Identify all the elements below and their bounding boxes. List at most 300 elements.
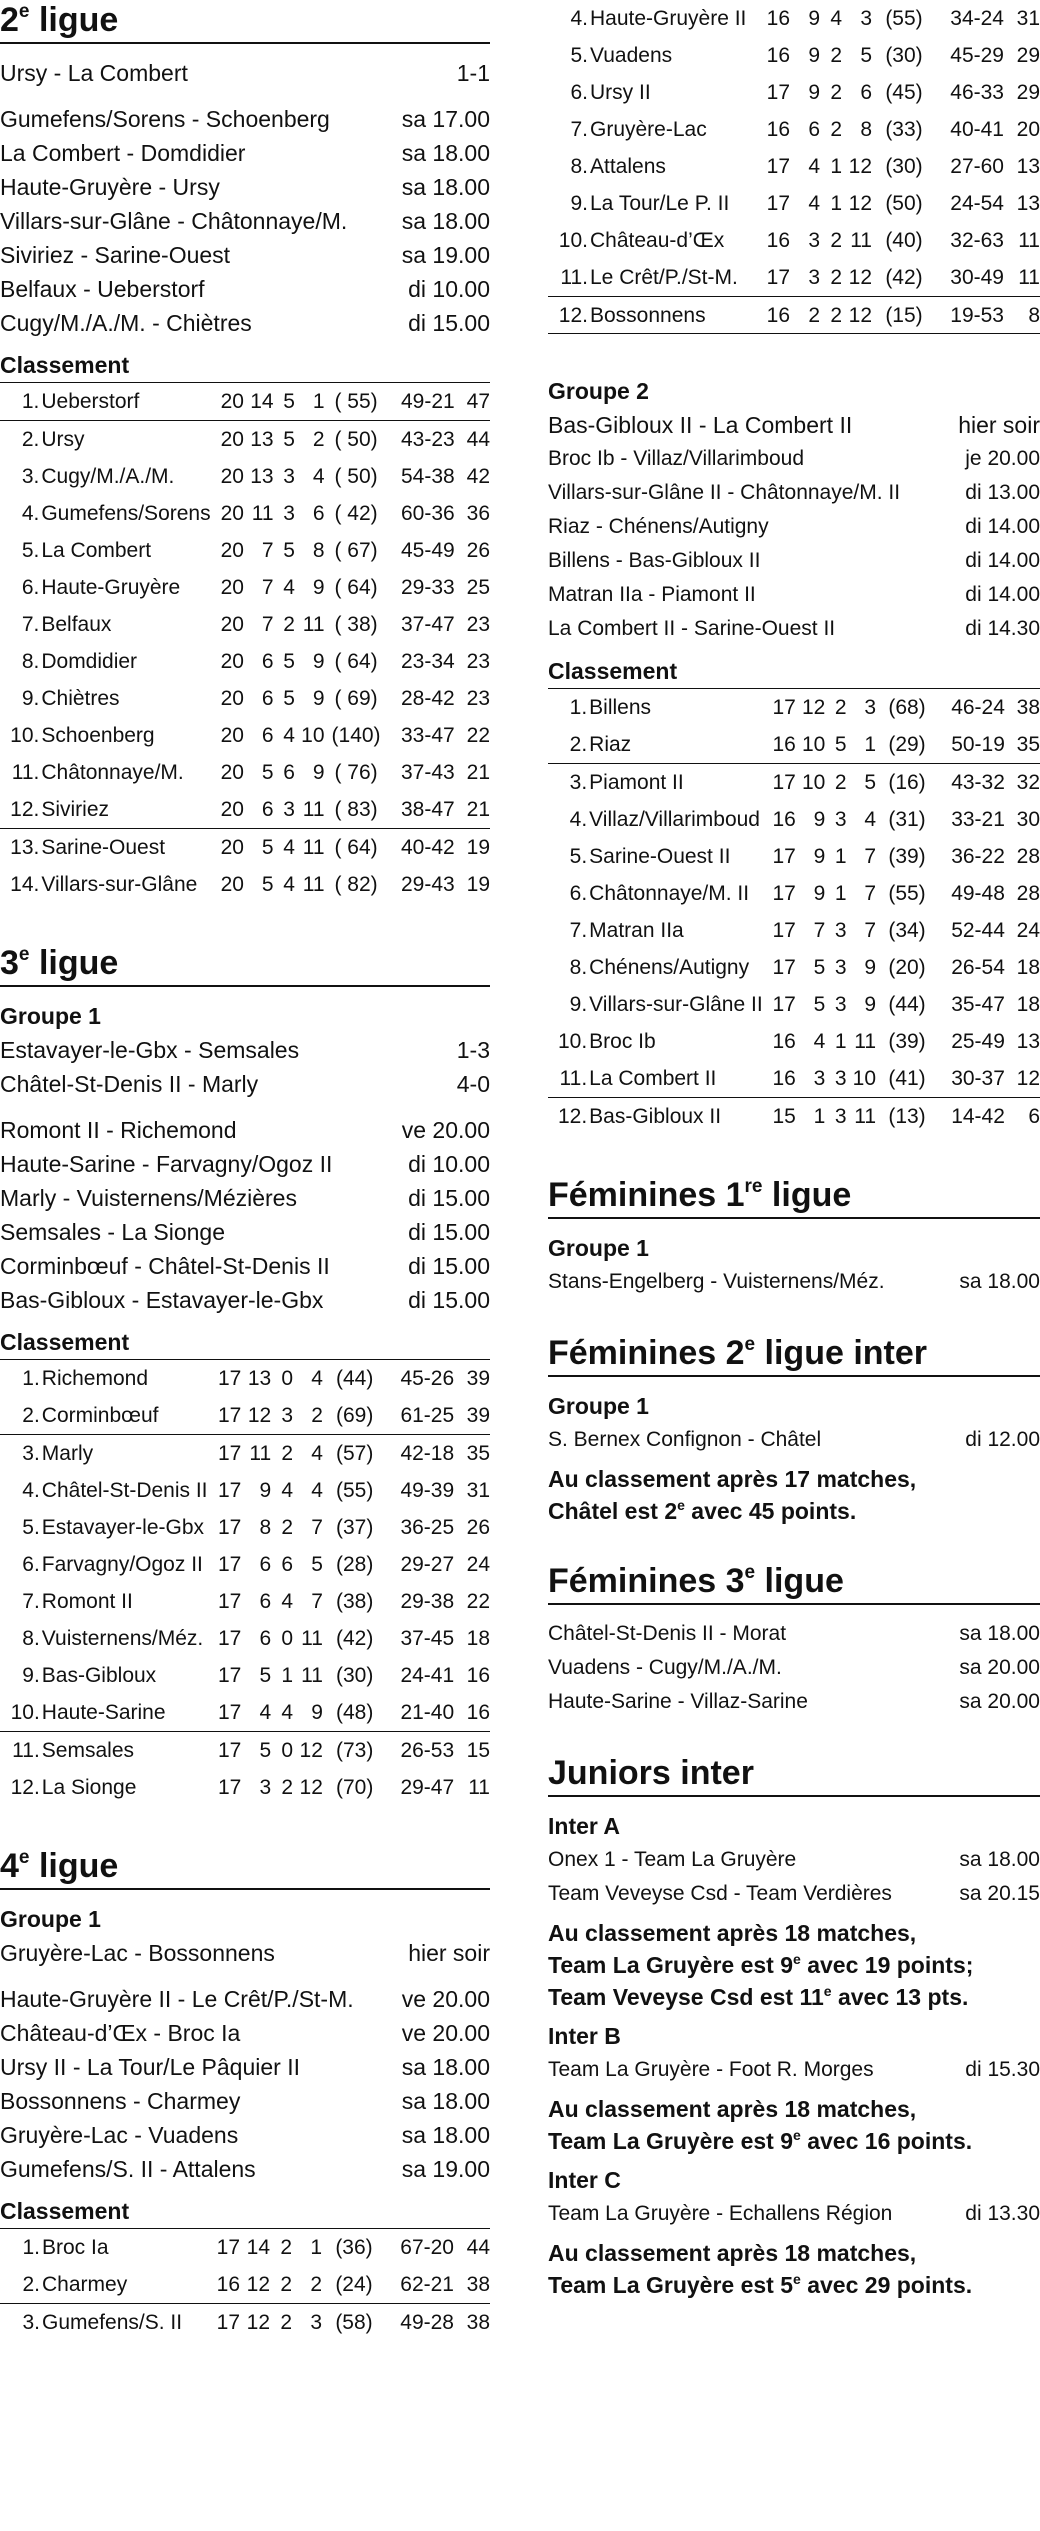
team-name: Charmey xyxy=(42,2266,206,2304)
lost: 3 xyxy=(860,7,872,30)
table-row xyxy=(0,495,490,532)
won: 7 xyxy=(261,576,274,599)
match-row xyxy=(548,1877,1040,1911)
played: 17 xyxy=(772,882,796,905)
rank: 7. xyxy=(21,613,40,636)
drawn: 2 xyxy=(830,229,842,252)
lost: 11 xyxy=(302,613,325,636)
drawn: 5 xyxy=(825,726,846,764)
played: 20 xyxy=(211,791,244,829)
penalty-points: (48) xyxy=(323,1694,387,1732)
played: 20 xyxy=(220,724,244,747)
match-time: di 15.30 xyxy=(965,2058,1040,2081)
goal-diff: 40-41 xyxy=(950,118,1004,141)
points: 35 xyxy=(1005,726,1040,764)
lost: 9 xyxy=(312,650,325,673)
goal-diff: 60-36 xyxy=(401,502,455,525)
team-name: Châtonnaye/M. II xyxy=(589,882,750,905)
match-time: sa 18.00 xyxy=(959,1622,1040,1645)
match-row xyxy=(0,272,490,306)
goal-diff: 37-45 xyxy=(400,1627,455,1650)
table-row xyxy=(0,1546,490,1583)
match-row xyxy=(548,442,1040,476)
penalty-points: (45) xyxy=(885,81,923,104)
lost: 10 xyxy=(301,724,325,747)
lost: 7 xyxy=(864,845,877,868)
lost: 11 xyxy=(301,1627,323,1650)
team-name: Gumefens/Sorens xyxy=(41,502,211,525)
match-row xyxy=(0,2016,490,2050)
penalty-points: ( 55) xyxy=(325,383,388,421)
penalty-points: (58) xyxy=(335,2311,373,2334)
penalty-points: (42) xyxy=(872,259,936,297)
match-row xyxy=(0,1181,490,1215)
won: 6 xyxy=(808,118,820,141)
won: 10 xyxy=(801,771,826,794)
match-teams: Châtel-St-Denis II - Marly xyxy=(0,1071,259,1097)
played: 17 xyxy=(772,771,796,794)
team-name: La Combert II xyxy=(589,1060,763,1098)
table-row xyxy=(548,689,1040,727)
played: 17 xyxy=(217,1776,242,1799)
points: 25 xyxy=(466,576,490,599)
drawn: 3 xyxy=(283,465,295,488)
won: 4 xyxy=(813,1030,826,1053)
table-row xyxy=(0,754,490,791)
rank: 13. xyxy=(10,836,40,859)
table-row xyxy=(548,37,1040,74)
goal-diff: 29-38 xyxy=(400,1590,455,1613)
won: 9 xyxy=(808,81,820,104)
match-time: di 10.00 xyxy=(408,1151,490,1177)
team-name: Gumefens/S. II xyxy=(42,2311,183,2334)
table-row xyxy=(548,801,1040,838)
team-name: Villars-sur-Glâne xyxy=(41,873,198,896)
won: 13 xyxy=(241,1360,271,1398)
table-row xyxy=(0,1769,490,1806)
rank: 5. xyxy=(570,44,588,67)
match-row xyxy=(548,1685,1040,1719)
match-time: 4-0 xyxy=(456,1071,490,1097)
points: 26 xyxy=(466,1516,490,1539)
standings-table xyxy=(548,688,1040,1135)
team-name: Haute-Gruyère xyxy=(41,576,181,599)
points: 15 xyxy=(466,1739,490,1762)
rank: 4. xyxy=(21,502,40,525)
classement-heading: Classement xyxy=(0,2198,130,2224)
rank: 3. xyxy=(21,465,40,488)
played: 16 xyxy=(766,229,790,252)
penalty-points: (68) xyxy=(876,689,938,727)
played: 17 xyxy=(206,2229,240,2267)
played: 20 xyxy=(220,428,244,451)
penalty-points: (39) xyxy=(888,845,926,868)
goal-diff: 67-20 xyxy=(386,2229,454,2267)
points: 22 xyxy=(466,724,490,747)
drawn: 3 xyxy=(834,1105,847,1128)
penalty-points: (140) xyxy=(331,724,381,747)
rank: 2. xyxy=(0,1397,42,1435)
match-time: sa 18.00 xyxy=(401,140,490,166)
won: 5 xyxy=(261,836,274,859)
table-row xyxy=(0,829,490,867)
penalty-points: ( 42) xyxy=(334,502,378,525)
drawn: 2 xyxy=(270,2266,292,2304)
table-row xyxy=(548,0,1040,37)
drawn: 1 xyxy=(834,845,847,868)
section-title-juniors-inter: Juniors inter xyxy=(548,1753,1040,1797)
classement-heading: Classement xyxy=(548,658,678,684)
team-name: La Sionge xyxy=(41,1776,137,1799)
points: 44 xyxy=(466,428,490,451)
lost: 9 xyxy=(312,576,325,599)
rank: 12. xyxy=(557,1105,588,1128)
penalty-points: (44) xyxy=(888,993,926,1016)
drawn: 2 xyxy=(830,81,842,104)
match-teams: Haute-Sarine - Farvagny/Ogoz II xyxy=(0,1151,333,1177)
won: 5 xyxy=(261,873,274,896)
drawn: 2 xyxy=(830,118,842,141)
table-row xyxy=(0,791,490,829)
points: 12 xyxy=(1005,1060,1040,1098)
match-teams: Belfaux - Ueberstorf xyxy=(0,276,205,302)
won: 12 xyxy=(240,2266,270,2304)
team-name: Broc Ia xyxy=(42,2229,206,2267)
penalty-points: (15) xyxy=(885,304,923,327)
points: 38 xyxy=(1005,689,1040,727)
group-title-inter-a: Inter A xyxy=(548,1813,620,1839)
match-teams: Matran IIa - Piamont II xyxy=(548,583,756,606)
drawn: 4 xyxy=(283,724,295,747)
rank: 8. xyxy=(21,650,40,673)
match-row xyxy=(0,204,490,238)
team-name: Corminbœuf xyxy=(42,1397,208,1435)
rank: 7. xyxy=(570,118,588,141)
played: 17 xyxy=(217,1664,242,1687)
played: 17 xyxy=(766,192,790,215)
section-title-4e-ligue: 4e ligue xyxy=(0,1846,490,1890)
team-name: Villaz/Villarimboud xyxy=(589,808,760,831)
match-time: sa 20.00 xyxy=(959,1656,1040,1679)
won: 9 xyxy=(808,7,820,30)
rank: 12. xyxy=(10,1776,40,1799)
match-time: di 14.30 xyxy=(965,617,1040,640)
lost: 12 xyxy=(848,304,872,327)
penalty-points: (57) xyxy=(335,1442,374,1465)
match-row xyxy=(548,1843,1040,1877)
lost: 2 xyxy=(312,428,325,451)
lost: 4 xyxy=(311,1442,323,1465)
match-time: sa 20.00 xyxy=(959,1690,1040,1713)
match-teams: Gruyère-Lac - Bossonnens xyxy=(0,1940,275,1966)
rank: 3. xyxy=(22,2311,40,2334)
match-row xyxy=(548,612,1040,646)
points: 38 xyxy=(466,2311,490,2334)
group-title: Groupe 1 xyxy=(0,1906,101,1932)
penalty-points: (50) xyxy=(885,192,923,215)
drawn: 6 xyxy=(281,1553,294,1576)
goal-diff: 52-44 xyxy=(951,919,1005,942)
drawn: 5 xyxy=(283,687,295,710)
fixtures-list xyxy=(548,2197,1040,2231)
match-teams: Team La Gruyère - Foot R. Morges xyxy=(548,2058,874,2081)
drawn: 3 xyxy=(834,993,847,1016)
team-name: Haute-Gruyère II xyxy=(590,7,747,30)
match-row xyxy=(0,2118,490,2152)
drawn: 1 xyxy=(834,1030,847,1053)
match-time: sa 18.00 xyxy=(401,2088,490,2114)
match-row xyxy=(0,1936,490,1970)
rank: 5. xyxy=(21,539,40,562)
match-row xyxy=(548,1651,1040,1685)
match-teams: Broc Ib - Villaz/Villarimboud xyxy=(548,447,804,470)
match-teams: Bossonnens - Charmey xyxy=(0,2088,241,2114)
match-row xyxy=(548,1265,1040,1299)
match-teams: Corminbœuf - Châtel-St-Denis II xyxy=(0,1253,330,1279)
played: 17 xyxy=(766,155,790,178)
table-row xyxy=(0,2266,490,2304)
penalty-points: (20) xyxy=(888,956,926,979)
lost: 11 xyxy=(854,1105,877,1128)
rank: 12. xyxy=(558,304,588,327)
penalty-points: (13) xyxy=(888,1105,926,1128)
table-row xyxy=(548,875,1040,912)
table-row xyxy=(548,185,1040,222)
penalty-points: (37) xyxy=(335,1516,374,1539)
played: 16 xyxy=(766,7,790,30)
rank: 2. xyxy=(21,428,40,451)
table-row xyxy=(0,1509,490,1546)
table-row xyxy=(0,1472,490,1509)
points: 18 xyxy=(1016,956,1040,979)
drawn: 0 xyxy=(281,1627,294,1650)
won: 5 xyxy=(813,993,826,1016)
penalty-points: (36) xyxy=(322,2229,386,2267)
points: 38 xyxy=(454,2266,490,2304)
team-name: Richemond xyxy=(42,1360,208,1398)
match-teams: La Combert II - Sarine-Ouest II xyxy=(548,617,836,640)
rank: 10. xyxy=(0,1694,42,1732)
drawn: 3 xyxy=(834,808,847,831)
penalty-points: (70) xyxy=(335,1776,374,1799)
match-teams: Siviriez - Sarine-Ouest xyxy=(0,242,231,268)
match-time: sa 18.00 xyxy=(401,174,490,200)
goal-diff: 42-18 xyxy=(400,1442,455,1465)
points: 13 xyxy=(1016,155,1040,178)
rank: 9. xyxy=(22,1664,40,1687)
team-name: Sarine-Ouest II xyxy=(589,845,731,868)
rank: 8. xyxy=(569,956,588,979)
points: 11 xyxy=(468,1776,490,1799)
points: 39 xyxy=(454,1397,490,1435)
lost: 7 xyxy=(311,1516,323,1539)
table-row xyxy=(0,717,490,754)
match-time: ve 20.00 xyxy=(401,1117,490,1143)
rank: 1. xyxy=(0,2229,42,2267)
drawn: 0 xyxy=(281,1739,294,1762)
lost: 5 xyxy=(864,771,877,794)
drawn: 2 xyxy=(270,2229,292,2267)
drawn: 2 xyxy=(820,259,842,297)
rank: 10. xyxy=(10,724,40,747)
lost: 12 xyxy=(299,1739,323,1762)
drawn: 6 xyxy=(283,761,295,784)
lost: 9 xyxy=(312,687,325,710)
table-row xyxy=(0,1620,490,1657)
table-row xyxy=(548,726,1040,764)
table-row xyxy=(548,912,1040,949)
match-time: sa 18.00 xyxy=(959,1270,1040,1293)
won: 9 xyxy=(813,882,826,905)
match-time: 1-3 xyxy=(456,1037,490,1063)
won: 7 xyxy=(261,613,274,636)
penalty-points: ( 64) xyxy=(334,576,378,599)
points: 13 xyxy=(1016,1030,1040,1053)
match-row xyxy=(0,1147,490,1181)
played: 17 xyxy=(772,845,796,868)
goal-diff: 25-49 xyxy=(951,1030,1005,1053)
won: 12 xyxy=(246,2311,270,2334)
match-teams: Riaz - Chénens/Autigny xyxy=(548,515,769,538)
goal-diff: 35-47 xyxy=(951,993,1005,1016)
penalty-points: (24) xyxy=(322,2266,386,2304)
team-name: Vuisternens/Méz. xyxy=(41,1627,204,1650)
won: 10 xyxy=(796,726,825,764)
team-name: Châtonnaye/M. xyxy=(41,761,184,784)
match-teams: Haute-Sarine - Villaz-Sarine xyxy=(548,1690,808,1713)
penalty-points: ( 76) xyxy=(334,761,378,784)
group-title-inter-c: Inter C xyxy=(548,2167,621,2193)
table-row xyxy=(0,532,490,569)
rank: 2. xyxy=(548,726,589,764)
penalty-points: (30) xyxy=(885,44,923,67)
match-teams: Gruyère-Lac - Vuadens xyxy=(0,2122,239,2148)
section-title-feminines-2e-ligue-inter: Féminines 2e ligue inter xyxy=(548,1333,1040,1377)
match-row xyxy=(548,578,1040,612)
played: 16 xyxy=(763,726,796,764)
points: 18 xyxy=(1016,993,1040,1016)
match-teams: Ursy - La Combert xyxy=(0,60,188,86)
played: 16 xyxy=(766,44,790,67)
match-row xyxy=(0,102,490,136)
match-teams: Château-d’Œx - Broc Ia xyxy=(0,2020,241,2046)
penalty-points: (55) xyxy=(885,7,923,30)
goal-diff: 49-21 xyxy=(388,383,455,421)
lost: 6 xyxy=(312,502,325,525)
penalty-points: ( 64) xyxy=(334,650,378,673)
played: 20 xyxy=(220,502,244,525)
rank: 9. xyxy=(570,192,588,215)
match-time: hier soir xyxy=(958,412,1040,438)
match-time: di 15.00 xyxy=(408,1185,490,1211)
match-time: je 20.00 xyxy=(965,447,1040,470)
drawn: 2 xyxy=(825,689,846,727)
won: 12 xyxy=(796,689,825,727)
goal-diff: 43-32 xyxy=(951,771,1005,794)
lost: 11 xyxy=(301,1664,323,1687)
fixtures-list xyxy=(548,1617,1040,1719)
points: 26 xyxy=(466,539,490,562)
team-name: Riaz xyxy=(589,726,763,764)
goal-diff: 23-34 xyxy=(401,650,455,673)
played: 17 xyxy=(772,919,796,942)
match-time: sa 19.00 xyxy=(401,2156,490,2182)
lost: 9 xyxy=(864,993,877,1016)
table-row xyxy=(0,1583,490,1620)
goal-diff: 29-27 xyxy=(400,1553,455,1576)
goal-diff: 34-24 xyxy=(950,7,1004,30)
match-time: sa 20.15 xyxy=(959,1882,1040,1905)
table-row xyxy=(548,838,1040,875)
rank: 7. xyxy=(569,919,588,942)
fixtures-list xyxy=(0,1982,490,2186)
lost: 5 xyxy=(860,44,872,67)
match-time: ve 20.00 xyxy=(401,1986,490,2012)
penalty-points: (34) xyxy=(888,919,926,942)
match-teams: Team La Gruyère - Echallens Région xyxy=(548,2202,893,2225)
match-row xyxy=(0,1113,490,1147)
played: 17 xyxy=(763,689,796,727)
lost: 11 xyxy=(302,836,325,859)
goal-diff: 61-25 xyxy=(386,1397,454,1435)
goal-diff: 46-33 xyxy=(950,81,1004,104)
played: 16 xyxy=(766,118,790,141)
table-row xyxy=(0,2229,490,2267)
match-time: ve 20.00 xyxy=(401,2020,490,2046)
points: 47 xyxy=(455,383,490,421)
section-title-3e-ligue: 3e ligue xyxy=(0,943,490,987)
match-time: di 15.00 xyxy=(408,1287,490,1313)
fixtures-list xyxy=(548,1265,1040,1299)
drawn: 2 xyxy=(830,44,842,67)
points: 18 xyxy=(466,1627,490,1650)
goal-diff: 21-40 xyxy=(386,1694,454,1732)
team-name: Siviriez xyxy=(41,791,210,829)
goal-diff: 49-28 xyxy=(400,2311,454,2334)
lost: 2 xyxy=(293,1397,323,1435)
team-name: Château-d’Œx xyxy=(590,229,725,252)
team-name: Piamont II xyxy=(589,771,684,794)
drawn: 4 xyxy=(283,836,295,859)
lost: 1 xyxy=(847,726,876,764)
match-row xyxy=(0,238,490,272)
standings-table-continued xyxy=(548,0,1040,334)
penalty-points: ( 38) xyxy=(334,613,378,636)
lost: 7 xyxy=(864,882,877,905)
points: 19 xyxy=(466,873,490,896)
match-time: di 14.00 xyxy=(965,549,1040,572)
lost: 8 xyxy=(312,539,325,562)
team-name: Sarine-Ouest xyxy=(41,836,166,859)
lost: 3 xyxy=(310,2311,322,2334)
played: 20 xyxy=(220,761,244,784)
table-row xyxy=(0,2304,490,2342)
drawn: 4 xyxy=(271,1694,293,1732)
won: 2 xyxy=(808,304,820,327)
points: 36 xyxy=(466,502,490,525)
won: 3 xyxy=(790,259,820,297)
goal-diff: 14-42 xyxy=(951,1105,1005,1128)
penalty-points: ( 82) xyxy=(334,873,378,896)
table-row xyxy=(0,1435,490,1473)
lost: 11 xyxy=(295,791,325,829)
goal-diff: 46-24 xyxy=(938,689,1005,727)
penalty-points: (16) xyxy=(888,771,926,794)
rank: 6. xyxy=(569,882,588,905)
drawn: 1 xyxy=(281,1664,294,1687)
drawn: 2 xyxy=(283,613,295,636)
rank: 8. xyxy=(570,155,588,178)
